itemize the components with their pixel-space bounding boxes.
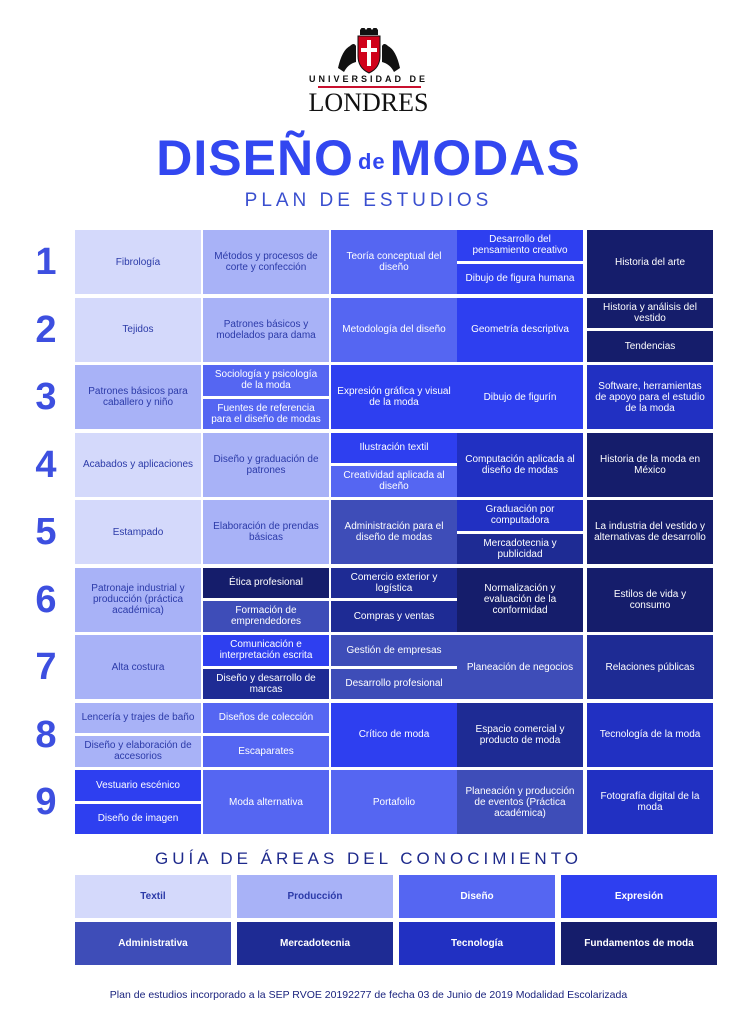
university-crest-logo — [336, 28, 402, 76]
course-cell: Historia y análisis del vestido — [587, 298, 713, 329]
course-cell: Expresión gráfica y visual de la moda — [331, 365, 457, 429]
legend-item: Textil — [75, 875, 231, 918]
course-cell: Software, herramientas de apoyo para el estudio de la moda — [587, 365, 713, 429]
course-cell: Estampado — [75, 500, 201, 564]
course-cell: Comercio exterior y logística — [331, 568, 457, 599]
course-cell: Historia del arte — [587, 230, 713, 294]
course-cell: Dibujo de figurín — [457, 365, 583, 429]
course-cell: Tendencias — [587, 331, 713, 362]
university-name-large: LONDRES — [308, 88, 429, 117]
course-cell: Mercadotecnia y publicidad — [457, 534, 583, 565]
course-cell: Compras y ventas — [331, 601, 457, 632]
course-cell: Moda alternativa — [203, 770, 329, 834]
course-cell: Planeación y producción de eventos (Práctica académica) — [457, 770, 583, 834]
semester-number: 9 — [35, 781, 57, 823]
course-cell: Tecnología de la moda — [587, 703, 713, 767]
course-cell: Portafolio — [331, 770, 457, 834]
course-cell: Patrones básicos para caballero y niño — [75, 365, 201, 429]
course-cell: Patronaje industrial y producción (práctica académica) — [75, 568, 201, 632]
semester-number: 8 — [35, 713, 57, 756]
course-cell: Diseño de imagen — [75, 804, 201, 835]
course-cell: Lencería y trajes de baño — [75, 703, 201, 734]
course-cell: Fotografía digital de la moda — [587, 770, 713, 834]
course-cell: Desarrollo del pensamiento creativo — [457, 230, 583, 261]
course-cell: Acabados y aplicaciones — [75, 433, 201, 497]
legend-item: Producción — [237, 875, 393, 918]
course-cell: Escaparates — [203, 736, 329, 767]
course-cell: Fibrología — [75, 230, 201, 294]
course-cell: Graduación por computadora — [457, 500, 583, 531]
title-part-2: MODAS — [389, 130, 581, 186]
semester-number: 3 — [35, 376, 57, 418]
course-cell: Métodos y procesos de corte y confección — [203, 230, 329, 294]
course-cell: Gestión de empresas — [331, 635, 457, 666]
course-cell: Creatividad aplicada al diseño — [331, 466, 457, 497]
course-cell: Desarrollo profesional — [331, 669, 457, 700]
course-cell: Espacio comercial y producto de moda — [457, 703, 583, 767]
legend-item: Administrativa — [75, 922, 231, 965]
course-cell: Alta costura — [75, 635, 201, 699]
course-cell: Estilos de vida y consumo — [587, 568, 713, 632]
course-cell: Diseño y graduación de patrones — [203, 433, 329, 497]
legend-item: Diseño — [399, 875, 555, 918]
page-subtitle: PLAN DE ESTUDIOS — [244, 190, 493, 211]
course-cell: Ilustración textil — [331, 433, 457, 464]
course-cell: Planeación de negocios — [457, 635, 583, 699]
course-cell: Ética profesional — [203, 568, 329, 599]
semester-number: 6 — [35, 578, 57, 621]
page-title — [0, 128, 737, 192]
legend-item: Tecnología — [399, 922, 555, 965]
course-cell: Dibujo de figura humana — [457, 264, 583, 295]
university-name-small: UNIVERSIDAD DE — [308, 74, 428, 84]
semester-number: 2 — [35, 308, 57, 351]
semester-number: 1 — [35, 241, 57, 283]
course-cell: Relaciones públicas — [587, 635, 713, 699]
course-cell: Historia de la moda en México — [587, 433, 713, 497]
course-cell: Diseños de colección — [203, 703, 329, 734]
course-cell: Formación de emprendedores — [203, 601, 329, 632]
course-cell: Geometría descriptiva — [457, 298, 583, 362]
legend-item: Fundamentos de moda — [561, 922, 717, 965]
course-cell: Crítico de moda — [331, 703, 457, 767]
course-cell: La industria del vestido y alternativas de desarrollo — [587, 500, 713, 564]
legend-title: GUÍA DE ÁREAS DEL CONOCIMIENTO — [154, 849, 582, 868]
semester-number: 7 — [35, 646, 57, 688]
course-cell: Diseño y elaboración de accesorios — [75, 736, 201, 767]
title-part-1: DISEÑO — [156, 130, 354, 186]
course-cell: Vestuario escénico — [75, 770, 201, 801]
course-cell: Teoría conceptual del diseño — [331, 230, 457, 294]
course-cell: Sociología y psicología de la moda — [203, 365, 329, 396]
course-cell: Computación aplicada al diseño de modas — [457, 433, 583, 497]
course-cell: Administración para el diseño de modas — [331, 500, 457, 564]
legend-item: Mercadotecnia — [237, 922, 393, 965]
course-cell: Fuentes de referencia para el diseño de modas — [203, 399, 329, 430]
course-cell: Diseño y desarrollo de marcas — [203, 669, 329, 700]
semester-number: 5 — [35, 511, 57, 553]
course-cell: Metodología del diseño — [331, 298, 457, 362]
course-cell: Comunicación e interpretación escrita — [203, 635, 329, 666]
course-cell: Normalización y evaluación de la conformidad — [457, 568, 583, 632]
course-cell: Tejidos — [75, 298, 201, 362]
footer-note: Plan de estudios incorporado a la SEP RVOE 20192277 de fecha 03 de Junio de 2019 Modalidad Escolarizada — [109, 989, 628, 1001]
title-de: de — [357, 148, 386, 174]
course-cell: Elaboración de prendas básicas — [203, 500, 329, 564]
semester-number: 4 — [35, 443, 57, 486]
legend-item: Expresión — [561, 875, 717, 918]
course-cell: Patrones básicos y modelados para dama — [203, 298, 329, 362]
